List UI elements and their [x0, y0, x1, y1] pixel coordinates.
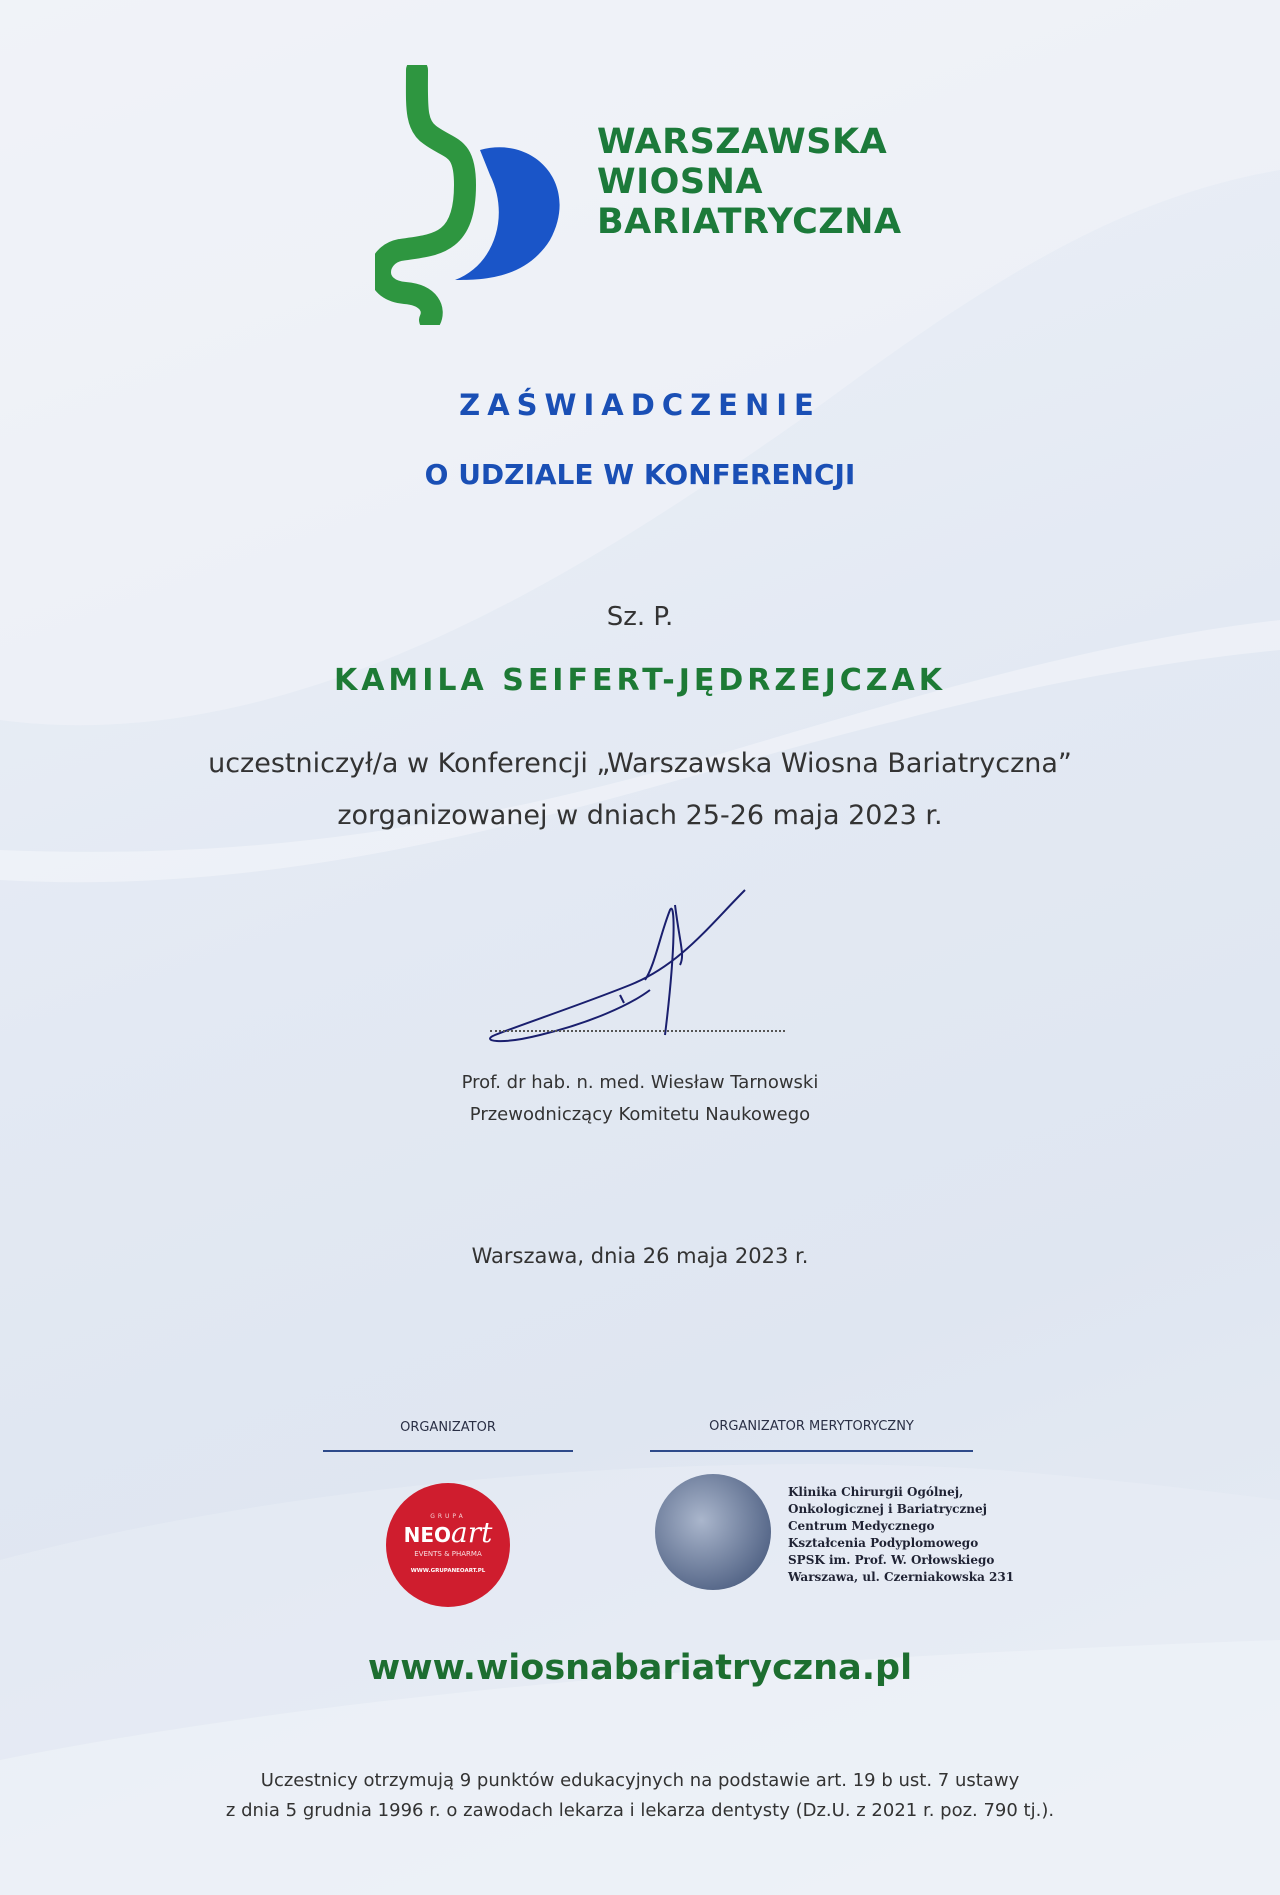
- neoart-neo: NEO: [403, 1523, 452, 1547]
- clinic-line: Kształcenia Podyplomowego: [788, 1536, 979, 1550]
- neoart-grupa: GRUPA: [430, 1513, 466, 1520]
- body-line-1: uczestniczył/a w Konferencji „Warszawska Wiosna Bariatryczna”: [208, 748, 1072, 779]
- organizer-divider: [323, 1450, 573, 1452]
- neoart-art: art: [451, 1516, 493, 1549]
- footer-line-2: z dnia 5 grudnia 1996 r. o zawodach lekarza i lekarza dentysty (Dz.U. z 2021 r. poz. 790 tj.).: [225, 1800, 1055, 1821]
- logo-line-1: WARSZAWSKA: [597, 122, 888, 162]
- stomach-logo-icon: [375, 65, 575, 325]
- signatory-role: Przewodniczący Komitetu Naukowego: [469, 1104, 811, 1125]
- signature-line: [490, 1030, 785, 1032]
- certificate-title: ZAŚWIADCZENIE: [459, 388, 821, 422]
- logo-wordmark: [597, 122, 902, 242]
- scientific-organizer-label: ORGANIZATOR MERYTORYCZNY: [709, 1419, 914, 1434]
- clinic-line: Klinika Chirurgii Ogólnej,: [788, 1485, 964, 1499]
- website-url: www.wiosnabariatryczna.pl: [367, 1648, 913, 1688]
- clinic-address: [788, 1484, 1014, 1586]
- scientific-organizer-divider: [650, 1450, 973, 1452]
- logo-line-3: BARIATRYCZNA: [597, 202, 902, 242]
- clinic-line: SPSK im. Prof. W. Orłowskiego: [788, 1553, 995, 1567]
- signature: [480, 885, 750, 1045]
- place-and-date: Warszawa, dnia 26 maja 2023 r.: [471, 1244, 809, 1268]
- neoart-url: WWW.GRUPANEOART.PL: [410, 1568, 486, 1574]
- clinic-line: Centrum Medycznego: [788, 1519, 935, 1533]
- logo-line-2: WIOSNA: [597, 162, 763, 202]
- certificate-subtitle: O UDZIALE W KONFERENCJI: [424, 458, 856, 491]
- clinic-line: Warszawa, ul. Czerniakowska 231: [788, 1570, 1015, 1584]
- footer-line-1: Uczestnicy otrzymują 9 punktów edukacyjnych na podstawie art. 19 b ust. 7 ustawy: [260, 1770, 1020, 1791]
- neoart-tagline: EVENTS & PHARMA: [414, 1550, 482, 1558]
- organizer-label: ORGANIZATOR: [400, 1420, 496, 1435]
- signatory-name: Prof. dr hab. n. med. Wiesław Tarnowski: [461, 1072, 819, 1093]
- orlowski-medal-icon: [655, 1474, 771, 1590]
- salutation: Sz. P.: [606, 602, 674, 632]
- clinic-line: Onkologicznej i Bariatrycznej: [788, 1502, 987, 1516]
- participant-name: KAMILA SEIFERT-JĘDRZEJCZAK: [333, 663, 947, 698]
- body-line-2: zorganizowanej w dniach 25-26 maja 2023 r.: [337, 800, 943, 831]
- neoart-logo: [386, 1483, 510, 1607]
